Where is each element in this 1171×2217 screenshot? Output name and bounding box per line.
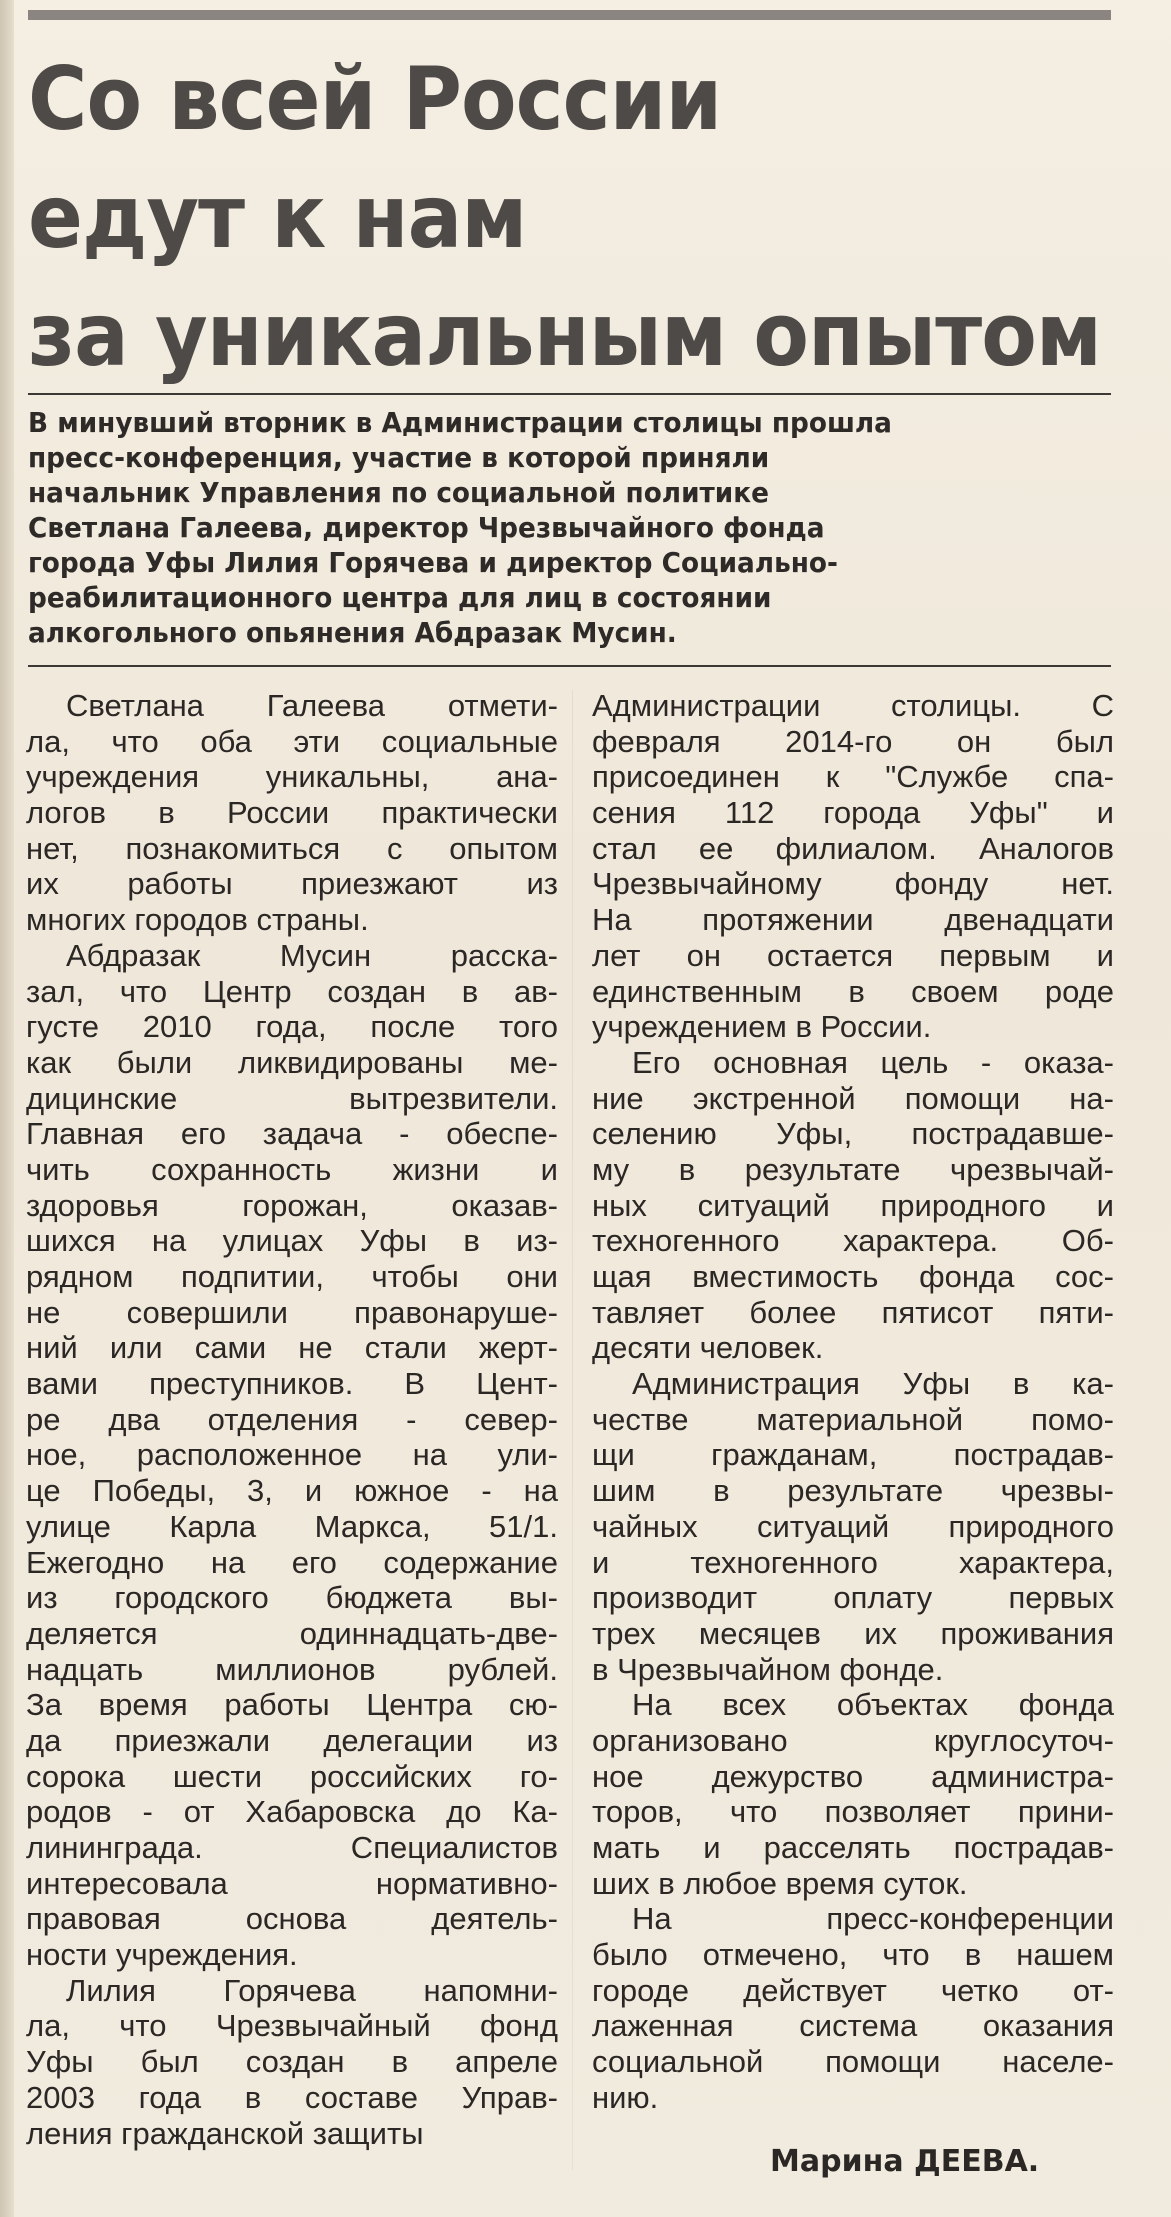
body-text-line: ших в любое время суток. [592,1865,968,1901]
body-text-line: мать и расселять пострадав- [592,1830,1114,1865]
lead-line: алкогольного опьянения Абдразак Мусин. [28,616,677,649]
lead-line: В минувший вторник в Администрации столицы прошла [28,406,892,439]
body-text-line: Лилия Горячева напомни- [66,1972,558,2008]
body-text-line: му в результате чрезвычай- [592,1151,1114,1187]
body-text-line: чить сохранность жизни и [26,1151,558,1187]
body-text-line: На пресс-конференции [632,1901,1114,1937]
page-fold-edge [0,0,14,2217]
body-text-line: густе 2010 года, после того [26,1009,558,1045]
body-text-line: правовая основа деятель- [26,1901,558,1937]
body-text-line: Абдразак Мусин расска- [66,937,558,973]
body-text-line: и техногенного характера, [592,1544,1114,1580]
body-text-line: надцать миллионов рублей. [26,1651,558,1687]
author-signature: Марина ДЕЕВА. [770,2144,1040,2179]
body-text-line: сорока шести российских го- [26,1758,558,1794]
body-text-line: было отмечено, что в нашем [592,1937,1114,1973]
body-text-line: в Чрезвычайном фонде. [592,1651,944,1687]
body-text-line: шим в результате чрезвы- [592,1473,1114,1509]
body-text-line: ное, расположенное на ули- [26,1437,558,1473]
body-text-line: Его основная цель - оказа- [632,1044,1114,1080]
body-text-line: 2003 года в составе Управ- [26,2079,558,2115]
column-gutter [572,690,573,2170]
body-text-line: ние экстренной помощи на- [592,1080,1114,1116]
article-column-left [26,688,558,2151]
body-text-line: лининграда. Специалистов [26,1830,558,1865]
article-headline [28,40,1102,394]
headline-line: едут к нам [28,166,527,268]
body-text-line: селению Уфы, пострадавше- [592,1116,1114,1152]
article-lead [28,405,1062,650]
body-text-line: ла, что оба эти социальные [26,723,558,759]
body-text-line: лет он остается первым и [592,937,1114,973]
body-text-line: За время работы Центра сю- [26,1687,558,1723]
body-text-line: На всех объектах фонда [632,1687,1114,1723]
body-text-line: социальной помощи населе- [592,2044,1114,2080]
body-text-line: производит оплату первых [592,1580,1114,1616]
body-text-line: деляется одиннадцать-две- [26,1615,558,1651]
body-text-line: ления гражданской защиты [26,2115,424,2151]
body-text-line: единственным в своем роде [592,973,1114,1009]
body-text-line: здоровья горожан, оказав- [26,1187,558,1223]
top-rule [28,10,1111,20]
headline-rule [28,393,1111,395]
body-text-line: логов в России практически [26,795,558,831]
body-text-line: щая вместимость фонда сос- [592,1259,1114,1294]
body-text-line: Ежегодно на его содержание [26,1544,558,1580]
body-text-line: Администрация Уфы в ка- [632,1366,1114,1402]
body-text-line: вами преступников. В Цент- [26,1366,558,1402]
lead-line: реабилитационного центра для лиц в состоянии [28,581,772,614]
headline-line: Со всей России [28,48,722,150]
body-text-line: организовано круглосуточ- [592,1722,1114,1758]
body-text-line: трех месяцев их проживания [592,1615,1114,1651]
body-text-line: ла, что Чрезвычайный фонд [26,2008,558,2044]
body-text-line: зал, что Центр создан в ав- [26,973,558,1009]
body-text-line: тавляет более пятисот пяти- [592,1294,1114,1330]
body-text-line: дицинские вытрезвители. [26,1080,558,1116]
body-text-line: родов - от Хабаровска до Ка- [26,1794,558,1830]
body-text-line: ных ситуаций природного и [592,1187,1114,1223]
body-text-line: учреждением в России. [592,1009,932,1045]
body-text-line: как были ликвидированы ме- [26,1044,558,1080]
body-text-line: ре два отделения - север- [26,1401,558,1437]
body-text-line: десяти человек. [592,1330,824,1366]
body-text-line: Администрации столицы. С [592,688,1114,723]
body-text-line: Чрезвычайному фонду нет. [592,866,1114,902]
body-text-line: нет, познакомиться с опытом [26,830,558,866]
article-column-right [592,688,1114,2116]
body-text-line: многих городов страны. [26,902,369,938]
body-text-line: да приезжали делегации из [26,1722,558,1758]
body-text-line: присоединен к "Службе спа- [592,759,1114,795]
body-text-line: февраля 2014-го он был [592,723,1114,759]
body-text-line: не совершили правонаруше- [26,1294,558,1330]
body-text-line: из городского бюджета вы- [26,1580,558,1616]
body-text-line: На протяжении двенадцати [592,902,1114,938]
lead-line: начальник Управления по социальной политике [28,476,769,509]
body-text-line: техногенного характера. Об- [592,1223,1114,1259]
body-text-line: Главная его задача - обеспе- [26,1116,558,1152]
body-text-line: улице Карла Маркса, 51/1. [26,1508,558,1544]
body-text-line: лаженная система оказания [592,2008,1114,2044]
headline-line: за уникальным опытом [28,284,1102,386]
body-text-line: щи гражданам, пострадав- [592,1437,1114,1473]
lead-rule [28,665,1111,667]
lead-line: Светлана Галеева, директор Чрезвычайного фонда [28,511,825,544]
body-text-line: ний или сами не стали жерт- [26,1330,558,1366]
body-text-line: городе действует четко от- [592,1972,1114,2008]
body-text-line: чайных ситуаций природного [592,1508,1114,1544]
body-text-line: честве материальной помо- [592,1401,1114,1437]
body-text-line: их работы приезжают из [26,866,558,902]
body-text-line: ное дежурство администра- [592,1758,1114,1794]
body-text-line: ности учреждения. [26,1937,298,1973]
body-text-line: нию. [592,2079,659,2115]
body-text-line: шихся на улицах Уфы в из- [26,1223,558,1259]
lead-line: пресс-конференция, участие в которой приняли [28,441,770,474]
body-text-line: учреждения уникальны, ана- [26,759,558,795]
body-text-line: Светлана Галеева отмети- [66,688,558,723]
body-text-line: Уфы был создан в апреле [26,2044,558,2080]
body-text-line: торов, что позволяет прини- [592,1794,1114,1830]
body-text-line: стал ее филиалом. Аналогов [592,830,1114,866]
body-text-line: рядном подпитии, чтобы они [26,1259,558,1294]
body-text-line: сения 112 города Уфы" и [592,795,1114,831]
body-text-line: интересовала нормативно- [26,1865,558,1901]
lead-line: города Уфы Лилия Горячева и директор Социально- [28,546,838,579]
body-text-line: це Победы, 3, и южное - на [26,1473,558,1509]
